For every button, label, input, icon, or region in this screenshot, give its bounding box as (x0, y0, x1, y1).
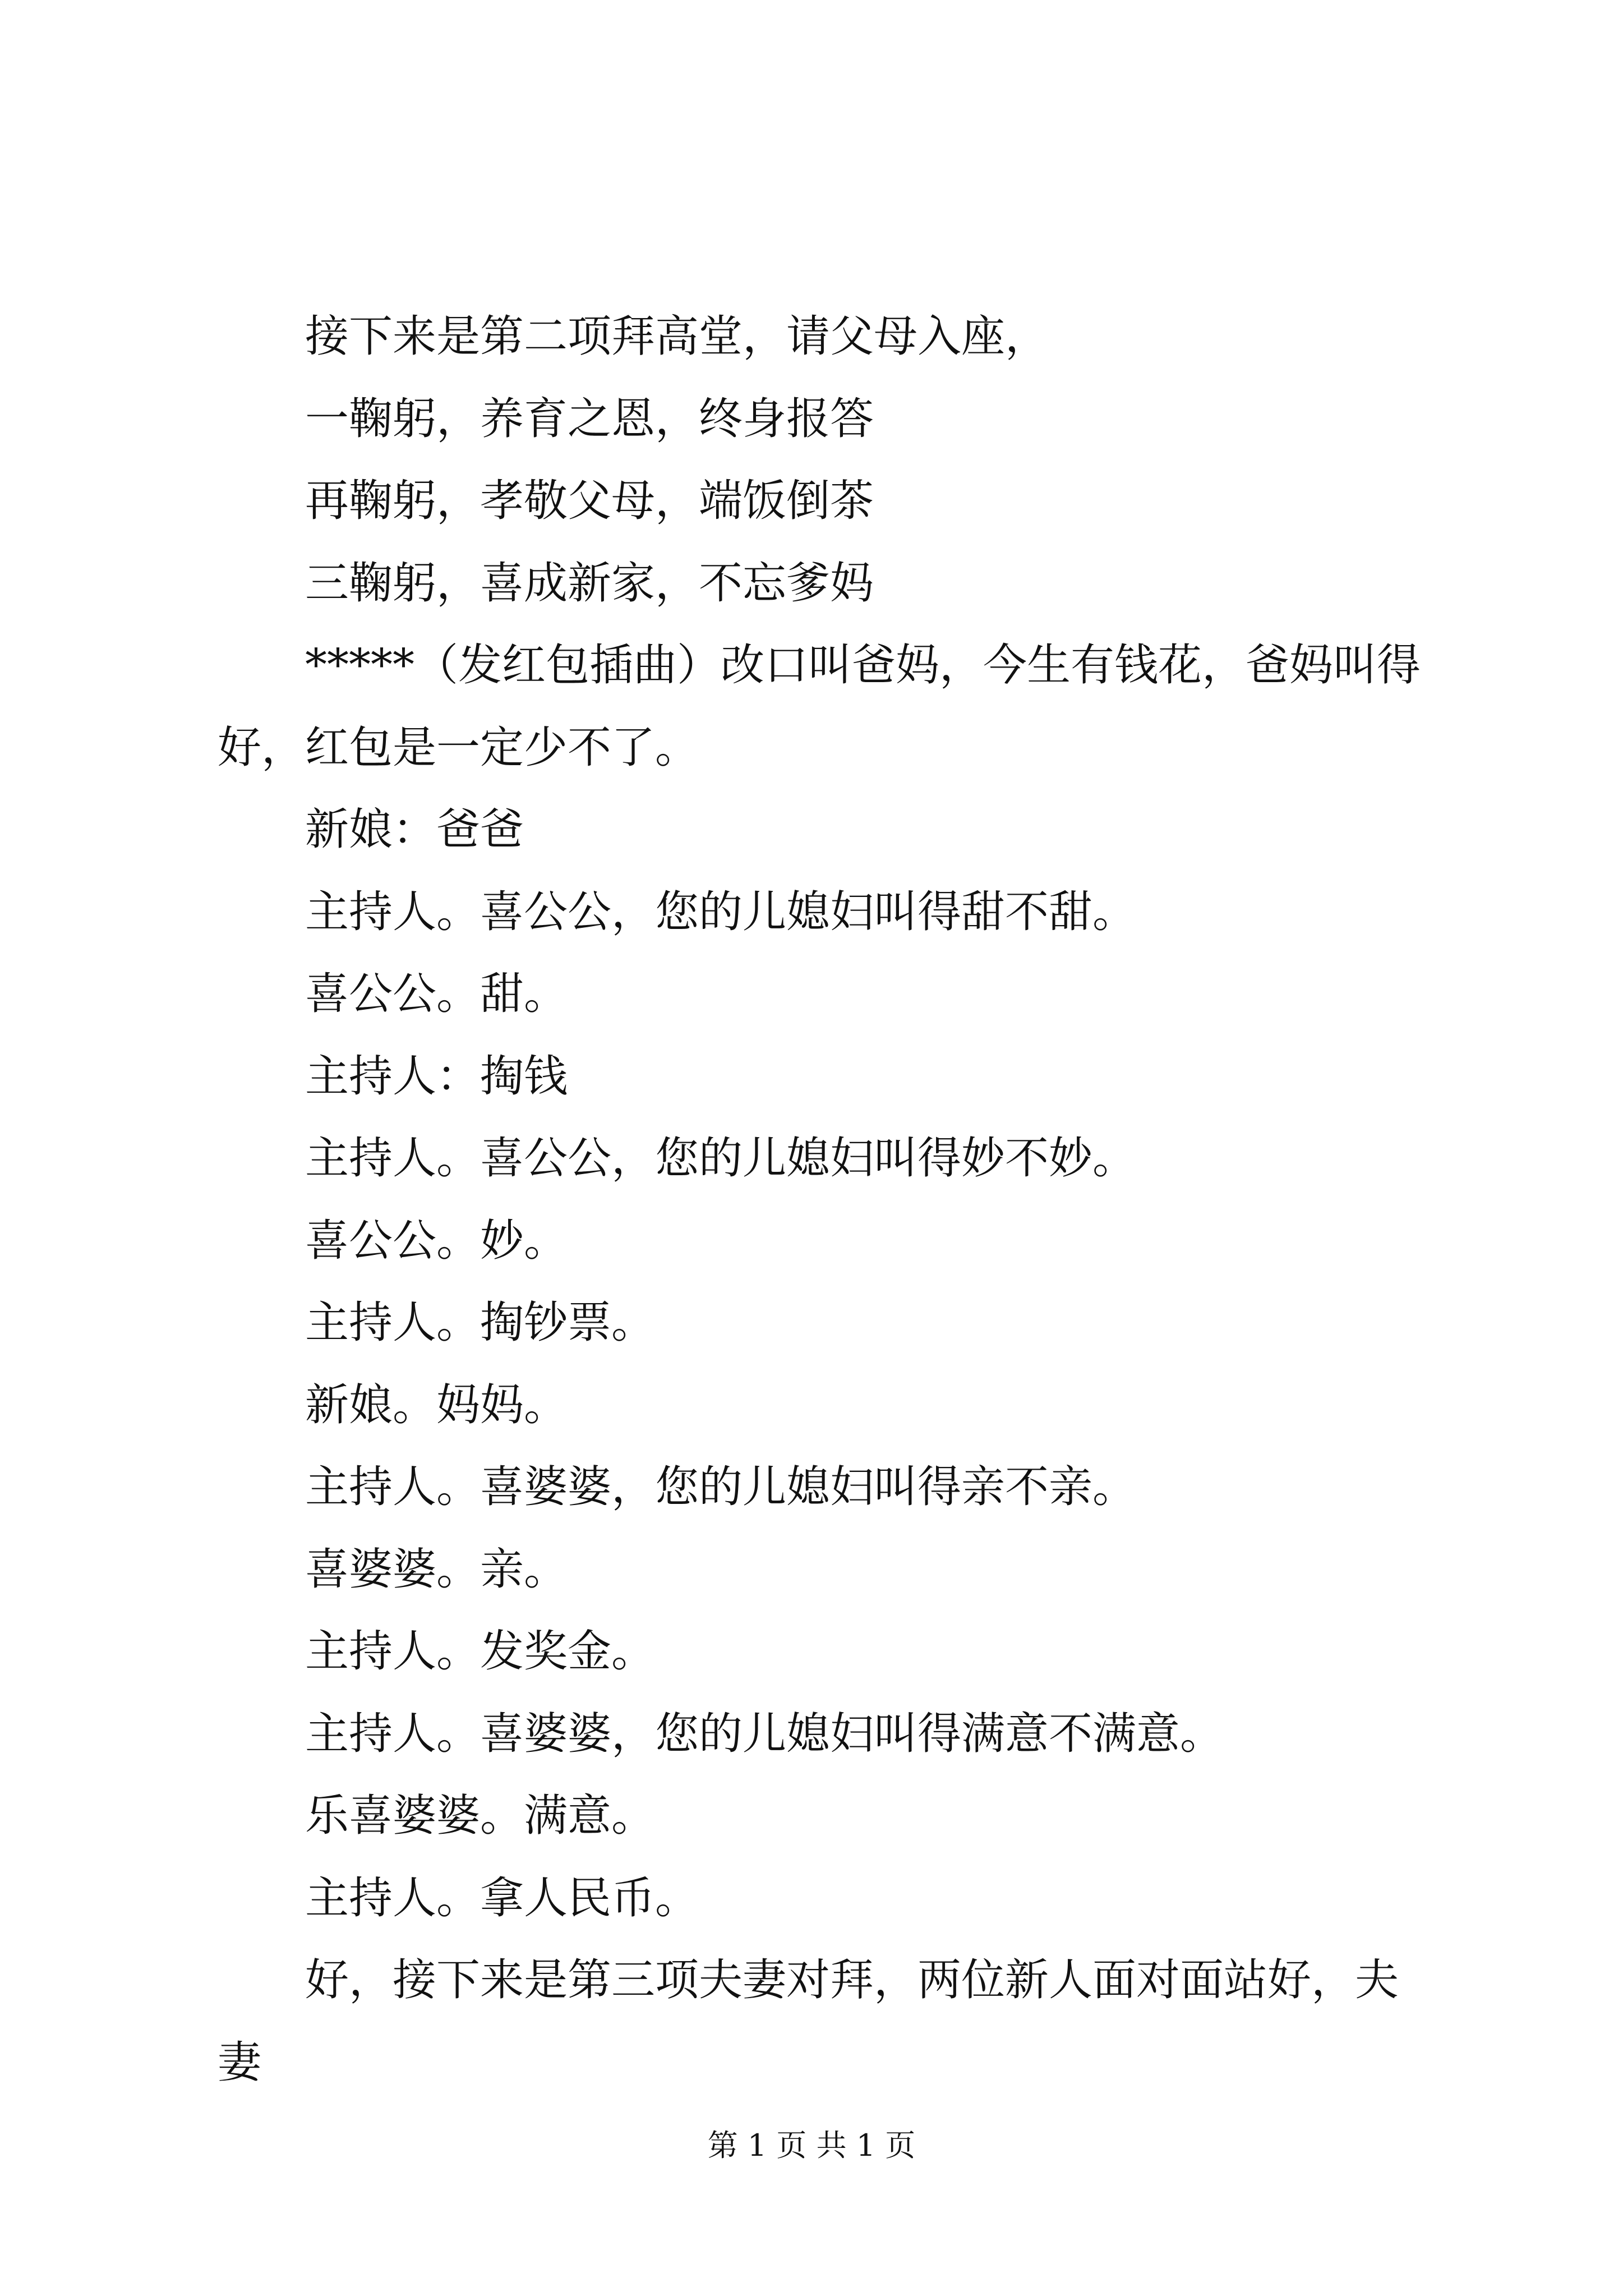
paragraph: 接下来是第二项拜高堂，请父母入座， (305, 311, 1049, 362)
paragraph: 主持人。喜公公，您的儿媳妇叫得甜不甜。 (305, 886, 1137, 937)
document-body (218, 296, 1440, 2104)
paragraph: 乐喜婆婆。满意。 (305, 1791, 656, 1841)
paragraph: 喜公公。妙。 (305, 1215, 568, 1266)
paragraph: 喜婆婆。亲。 (305, 1544, 568, 1595)
paragraph: 三鞠躬，喜成新家，不忘爹妈 (305, 558, 874, 609)
paragraph: 主持人。发奖金。 (305, 1626, 656, 1677)
paragraph: 喜公公。甜。 (305, 969, 568, 1019)
paragraph: 再鞠躬，孝敬父母，端饭倒茶 (305, 476, 874, 526)
paragraph: 主持人。拿人民币。 (305, 1872, 699, 1924)
paragraph: 主持人。掏钞票。 (305, 1297, 656, 1348)
paragraph: 新娘：爸爸 (305, 804, 524, 855)
paragraph: *****（发红包插曲）改口叫爸妈，今生有钱花，爸妈叫得好，红包是一定少不了。 (218, 640, 1421, 773)
paragraph: 主持人。喜婆婆，您的儿媳妇叫得满意不满意。 (305, 1708, 1224, 1759)
paragraph: 主持人。喜婆婆，您的儿媳妇叫得亲不亲。 (305, 1462, 1137, 1512)
paragraph: 一鞠躬，养育之恩，终身报答 (305, 393, 874, 444)
paragraph: 主持人：掏钱 (305, 1051, 568, 1102)
page-number-label: 第 1 页 共 1 页 (707, 2128, 916, 2163)
paragraph: 好，接下来是第三项夫妻对拜，两位新人面对面站好，夫妻 (218, 1955, 1399, 2088)
page-footer (0, 2123, 1623, 2168)
paragraph: 新娘。妈妈。 (305, 1379, 568, 1430)
paragraph: 主持人。喜公公，您的儿媳妇叫得妙不妙。 (305, 1133, 1137, 1184)
